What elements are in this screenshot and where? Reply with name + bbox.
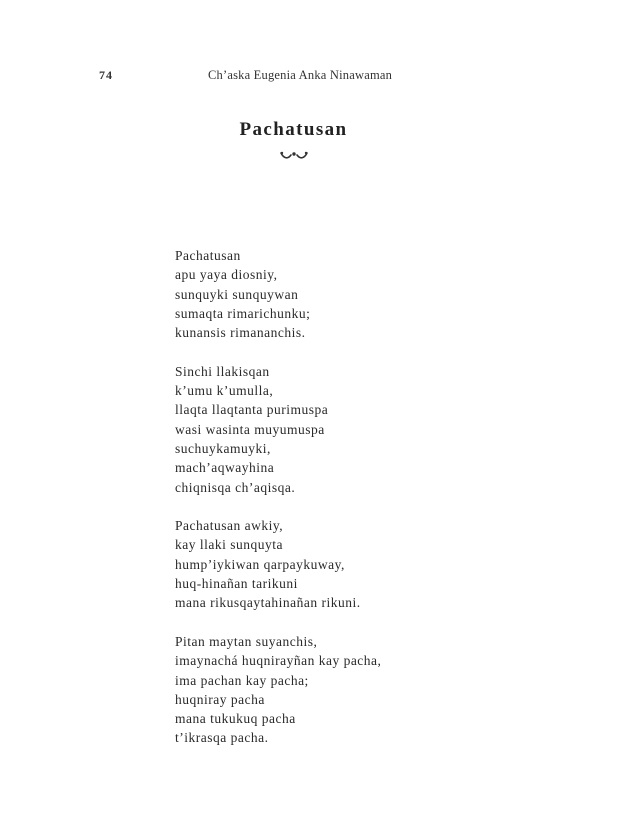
poem-line: llaqta llaqtanta purimuspa: [175, 402, 329, 418]
poem-line: huqniray pacha: [175, 691, 265, 707]
poem-line: imaynachá huqnirayñan kay pacha,: [175, 653, 382, 669]
fleuron-ornament-icon: [279, 148, 309, 162]
poem-line: mach’aqwayhina: [175, 460, 275, 476]
poem-title: Pachatusan: [239, 119, 348, 140]
poem-line: mana tukukuq pacha: [175, 711, 296, 727]
poem-stanza: [175, 362, 381, 497]
poem-line: Pitan maytan suyanchis,: [175, 633, 318, 649]
poem-line: hump’iykiwan qarpaykuway,: [175, 556, 345, 572]
poem-line: kunansis rimananchis.: [175, 325, 306, 341]
running-head: Ch’aska Eugenia Anka Ninawaman: [208, 68, 393, 82]
poem-line: huq-hinañan tarikuni: [175, 576, 298, 592]
poem-stanza: [175, 632, 381, 748]
poem-line: sumaqta rimarichunku;: [175, 305, 311, 321]
poem-stanza: [175, 246, 381, 342]
poem-line: suchuykamuyki,: [175, 440, 271, 456]
poem-line: sunquyki sunquywan: [175, 286, 299, 302]
poem-line: t’ikrasqa pacha.: [175, 730, 269, 746]
page-number: 74: [99, 68, 113, 82]
poem-line: wasi wasinta muyumuspa: [175, 421, 325, 437]
poem-body: [175, 246, 381, 767]
poem-line: chiqnisqa ch’aqisqa.: [175, 479, 296, 495]
poem-line: ima pachan kay pacha;: [175, 672, 309, 688]
poem-line: Pachatusan: [175, 248, 241, 263]
poem-stanza: [175, 516, 381, 612]
poem-line: Sinchi llakisqan: [175, 363, 270, 379]
poem-line: mana rikusqaytahinañan rikuni.: [175, 595, 361, 611]
poem-line: k’umu k’umulla,: [175, 383, 274, 399]
poem-line: Pachatusan awkiy,: [175, 518, 284, 534]
poem-line: kay llaki sunquyta: [175, 537, 283, 553]
poem-line: apu yaya diosniy,: [175, 267, 278, 283]
